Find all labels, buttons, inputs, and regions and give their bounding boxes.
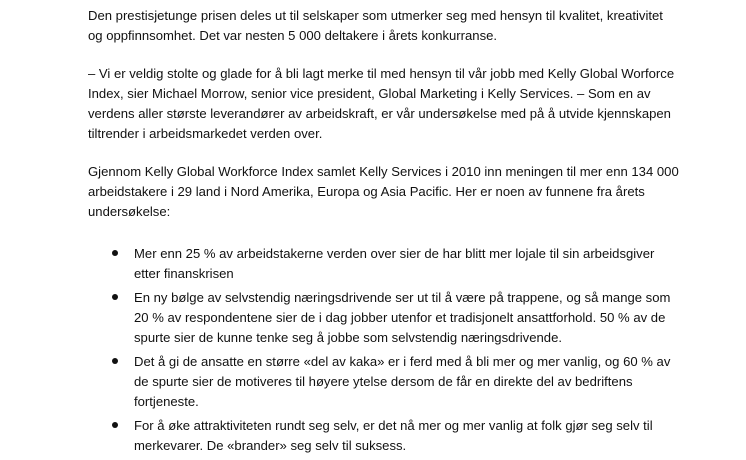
bullet-icon — [112, 358, 118, 364]
text-line: En ny bølge av selvstendig næringsdrivende ser ut til å være på trappene, og så mange som — [134, 290, 671, 305]
list-item — [88, 288, 708, 348]
text-line: og oppfinnsomhet. Det var nesten 5 000 deltakere i årets konkurranse. — [88, 28, 498, 43]
text-line: Index, sier Michael Morrow, senior vice president, Global Marketing i Kelly Services. – Som en av — [88, 86, 651, 101]
findings-list — [88, 244, 708, 460]
bullet-icon — [112, 250, 118, 256]
paragraph-quote — [88, 64, 698, 144]
text-line: For å øke attraktiviteten rundt seg selv, er det nå mer og mer vanlig at folk gjør seg selv til — [134, 418, 653, 433]
list-item — [88, 352, 708, 412]
text-line: tiltrender i arbeidsmarkedet verden over. — [88, 126, 323, 141]
text-line: verdens aller største leverandører av arbeidskraft, er vår undersøkelse med på å utvide kjennskapen — [88, 106, 671, 121]
text-line: etter finanskrisen — [134, 266, 234, 281]
text-line: fortjeneste. — [134, 394, 199, 409]
text-line: – Vi er veldig stolte og glade for å bli lagt merke til med hensyn til vår jobb med Kelly Global Worforce — [88, 66, 675, 81]
text-line: undersøkelse: — [88, 204, 171, 219]
text-line: Det å gi de ansatte en større «del av kaka» er i ferd med å bli mer og mer vanlig, og 60 % av — [134, 354, 671, 369]
text-line: Mer enn 25 % av arbeidstakerne verden over sier de har blitt mer lojale til sin arbeidsgiver — [134, 246, 655, 261]
text-line: de spurte sier de motiveres til høyere ytelse dersom de får en direkte del av bedriftens — [134, 374, 633, 389]
text-line: merkevarer. De «brander» seg selv til suksess. — [134, 438, 407, 453]
text-line: 20 % av respondentene sier de i dag jobber utenfor et tradisjonelt ansattforhold. 50 % av de — [134, 310, 666, 325]
bullet-icon — [112, 422, 118, 428]
paragraph-survey — [88, 162, 698, 222]
paragraph-award-intro — [88, 6, 698, 46]
list-item — [88, 244, 708, 284]
text-line: spurte sier de kunne tenke seg å jobbe som selvstendig næringsdrivende. — [134, 330, 562, 345]
bullet-icon — [112, 294, 118, 300]
text-line: Den prestisjetunge prisen deles ut til selskaper som utmerker seg med hensyn til kvalitet, kreativitet — [88, 8, 663, 23]
text-line: arbeidstakere i 29 land i Nord Amerika, Europa og Asia Pacific. Her er noen av funnene fra årets — [88, 184, 645, 199]
list-item — [88, 416, 708, 456]
text-line: Gjennom Kelly Global Workforce Index samlet Kelly Services i 2010 inn meningen til mer enn 134 000 — [88, 164, 679, 179]
